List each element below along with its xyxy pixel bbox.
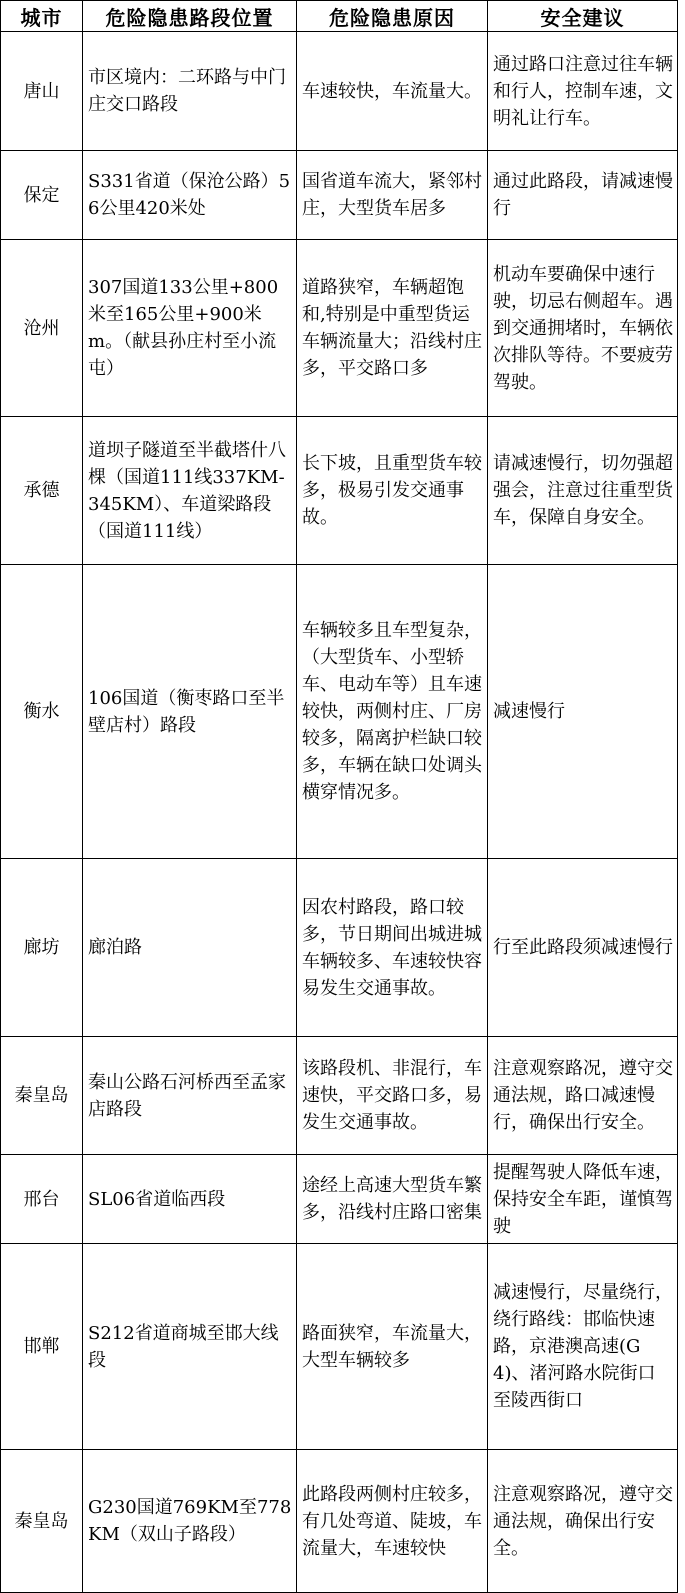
table-row [1, 240, 678, 417]
cell-location: 廊泊路 [83, 859, 297, 1037]
cell-cause: 道路狭窄，车辆超饱和,特别是中重型货运车辆流量大；沿线村庄多，平交路口多 [297, 240, 488, 417]
cell-location: 秦山公路石河桥西至孟家店路段 [83, 1037, 297, 1155]
cell-city: 秦皇岛 [1, 1450, 83, 1593]
cell-location: 307国道133公里+800米至165公里+900米m。（献县孙庄村至小流屯） [83, 240, 297, 417]
table-row [1, 1244, 678, 1450]
cell-city: 唐山 [1, 32, 83, 151]
cell-location: 市区境内：二环路与中门庄交口路段 [83, 32, 297, 151]
table-row [1, 1155, 678, 1244]
table-row [1, 417, 678, 565]
cell-city: 廊坊 [1, 859, 83, 1037]
table-header-row [1, 1, 678, 32]
header-location: 危险隐患路段位置 [83, 1, 297, 32]
cell-advice: 机动车要确保中速行驶，切忌右侧超车。遇到交通拥堵时，车辆依次排队等待。不要疲劳驾驶。 [488, 240, 678, 417]
cell-advice: 行至此路段须减速慢行 [488, 859, 678, 1037]
cell-city: 衡水 [1, 565, 83, 859]
cell-city: 保定 [1, 151, 83, 240]
cell-cause: 此路段两侧村庄较多，有几处弯道、陡坡，车流量大，车速较快 [297, 1450, 488, 1593]
table-row [1, 32, 678, 151]
cell-location: SL06省道临西段 [83, 1155, 297, 1244]
table-row [1, 565, 678, 859]
cell-city: 邢台 [1, 1155, 83, 1244]
cell-cause: 长下坡，且重型货车较多，极易引发交通事故。 [297, 417, 488, 565]
cell-advice: 请减速慢行，切勿强超强会，注意过往重型货车，保障自身安全。 [488, 417, 678, 565]
table-row [1, 859, 678, 1037]
header-advice: 安全建议 [488, 1, 678, 32]
cell-cause: 车辆较多且车型复杂，（大型货车、小型轿车、电动车等）且车速较快，两侧村庄、厂房较多，隔离护栏缺口较多，车辆在缺口处调头横穿情况多。 [297, 565, 488, 859]
cell-city: 秦皇岛 [1, 1037, 83, 1155]
cell-cause: 路面狭窄，车流量大，大型车辆较多 [297, 1244, 488, 1450]
cell-city: 沧州 [1, 240, 83, 417]
cell-cause: 该路段机、非混行，车速快，平交路口多，易发生交通事故。 [297, 1037, 488, 1155]
cell-city: 邯郸 [1, 1244, 83, 1450]
header-cause: 危险隐患原因 [297, 1, 488, 32]
cell-cause: 途经上高速大型货车繁多，沿线村庄路口密集 [297, 1155, 488, 1244]
cell-advice: 注意观察路况，遵守交通法规，确保出行安全。 [488, 1450, 678, 1593]
cell-city: 承德 [1, 417, 83, 565]
cell-advice: 注意观察路况，遵守交通法规，路口减速慢行，确保出行安全。 [488, 1037, 678, 1155]
cell-cause: 因农村路段，路口较多，节日期间出城进城车辆较多、车速较快容易发生交通事故。 [297, 859, 488, 1037]
table-row [1, 1037, 678, 1155]
cell-location: 道坝子隧道至半截塔什八棵（国道111线337KM-345KM）、车道梁路段（国道111线） [83, 417, 297, 565]
cell-advice: 减速慢行，尽量绕行，绕行路线：邯临快速路，京港澳高速(G4)、渚河路水院街口至陵西街口 [488, 1244, 678, 1450]
cell-advice: 减速慢行 [488, 565, 678, 859]
cell-cause: 国省道车流大，紧邻村庄，大型货车居多 [297, 151, 488, 240]
cell-advice: 通过路口注意过往车辆和行人，控制车速，文明礼让行车。 [488, 32, 678, 151]
cell-location: 106国道（衡枣路口至半壁店村）路段 [83, 565, 297, 859]
cell-location: S331省道（保沧公路）56公里420米处 [83, 151, 297, 240]
cell-location: S212省道商城至邯大线段 [83, 1244, 297, 1450]
header-city: 城市 [1, 1, 83, 32]
cell-advice: 提醒驾驶人降低车速，保持安全车距，谨慎驾驶 [488, 1155, 678, 1244]
table-row [1, 1450, 678, 1593]
cell-advice: 通过此路段，请减速慢行 [488, 151, 678, 240]
table-row [1, 151, 678, 240]
cell-cause: 车速较快，车流量大。 [297, 32, 488, 151]
cell-location: G230国道769KM至778KM（双山子路段） [83, 1450, 297, 1593]
